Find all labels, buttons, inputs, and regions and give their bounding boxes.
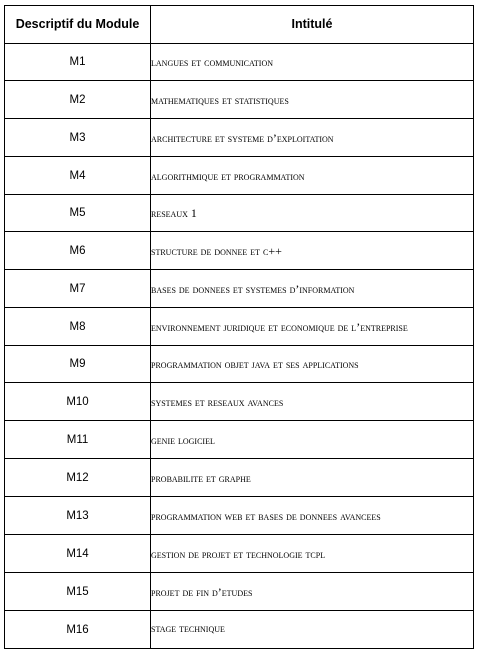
- module-code: M10: [5, 383, 151, 421]
- module-title: [151, 232, 474, 270]
- table-row: [5, 421, 474, 459]
- module-code: M6: [5, 232, 151, 270]
- table-row: [5, 459, 474, 497]
- module-title: [151, 195, 474, 232]
- header-intitule: Intitulé: [151, 6, 474, 44]
- module-title: [151, 459, 474, 497]
- table-row: [5, 308, 474, 346]
- module-code: M9: [5, 346, 151, 383]
- module-title: [151, 383, 474, 421]
- module-code: M15: [5, 573, 151, 611]
- table-row: [5, 44, 474, 81]
- table-row: [5, 497, 474, 535]
- module-title-text: gestion de projet et technologie tcpl: [151, 546, 326, 561]
- module-code: M5: [5, 195, 151, 232]
- module-title-text: algorithmique et programmation: [151, 168, 305, 183]
- table-row: [5, 535, 474, 573]
- module-title-text: mathematiques et statistiques: [151, 92, 289, 107]
- module-title: [151, 119, 474, 157]
- module-code: M3: [5, 119, 151, 157]
- module-title: [151, 346, 474, 383]
- header-descriptif: Descriptif du Module: [5, 6, 151, 44]
- module-title: [151, 611, 474, 649]
- module-code: M12: [5, 459, 151, 497]
- module-title-text: programmation web et bases de donnees avancees: [151, 508, 381, 523]
- module-title-text: probabilite et graphe: [151, 470, 251, 485]
- module-title: [151, 44, 474, 81]
- module-title-text: genie logiciel: [151, 432, 215, 447]
- module-title: [151, 308, 474, 346]
- module-title-text: programmation objet java et ses applications: [151, 357, 359, 371]
- module-code: M7: [5, 270, 151, 308]
- module-code: M13: [5, 497, 151, 535]
- table-row: [5, 232, 474, 270]
- table-header-row: [5, 6, 474, 44]
- module-title: [151, 497, 474, 535]
- module-title-text: architecture et systeme d’exploitation: [151, 130, 334, 145]
- module-code: M2: [5, 81, 151, 119]
- module-title-text: structure de donnee et c++: [151, 243, 282, 258]
- modules-table: [4, 5, 474, 649]
- module-title-text: langues et communication: [151, 55, 273, 69]
- module-title-text: stage technique: [151, 621, 225, 635]
- module-code: M1: [5, 44, 151, 81]
- table-row: [5, 346, 474, 383]
- table-row: [5, 611, 474, 649]
- module-title: [151, 157, 474, 195]
- table-row: [5, 157, 474, 195]
- module-code: M16: [5, 611, 151, 649]
- module-code: M11: [5, 421, 151, 459]
- module-title-text: reseaux 1: [151, 206, 197, 220]
- module-title: [151, 535, 474, 573]
- module-code: M14: [5, 535, 151, 573]
- table-row: [5, 119, 474, 157]
- module-code: M4: [5, 157, 151, 195]
- module-title: [151, 421, 474, 459]
- module-title: [151, 573, 474, 611]
- table-row: [5, 383, 474, 421]
- module-title-text: systemes et reseaux avances: [151, 394, 284, 409]
- module-title-text: bases de donnees et systemes d’information: [151, 281, 355, 296]
- module-title-text: environnement juridique et economique de l’entreprise: [151, 319, 408, 334]
- module-title: [151, 270, 474, 308]
- module-code: M8: [5, 308, 151, 346]
- module-title: [151, 81, 474, 119]
- table-row: [5, 573, 474, 611]
- module-title-text: projet de fin d’etudes: [151, 584, 253, 599]
- table-row: [5, 270, 474, 308]
- table-row: [5, 195, 474, 232]
- table-row: [5, 81, 474, 119]
